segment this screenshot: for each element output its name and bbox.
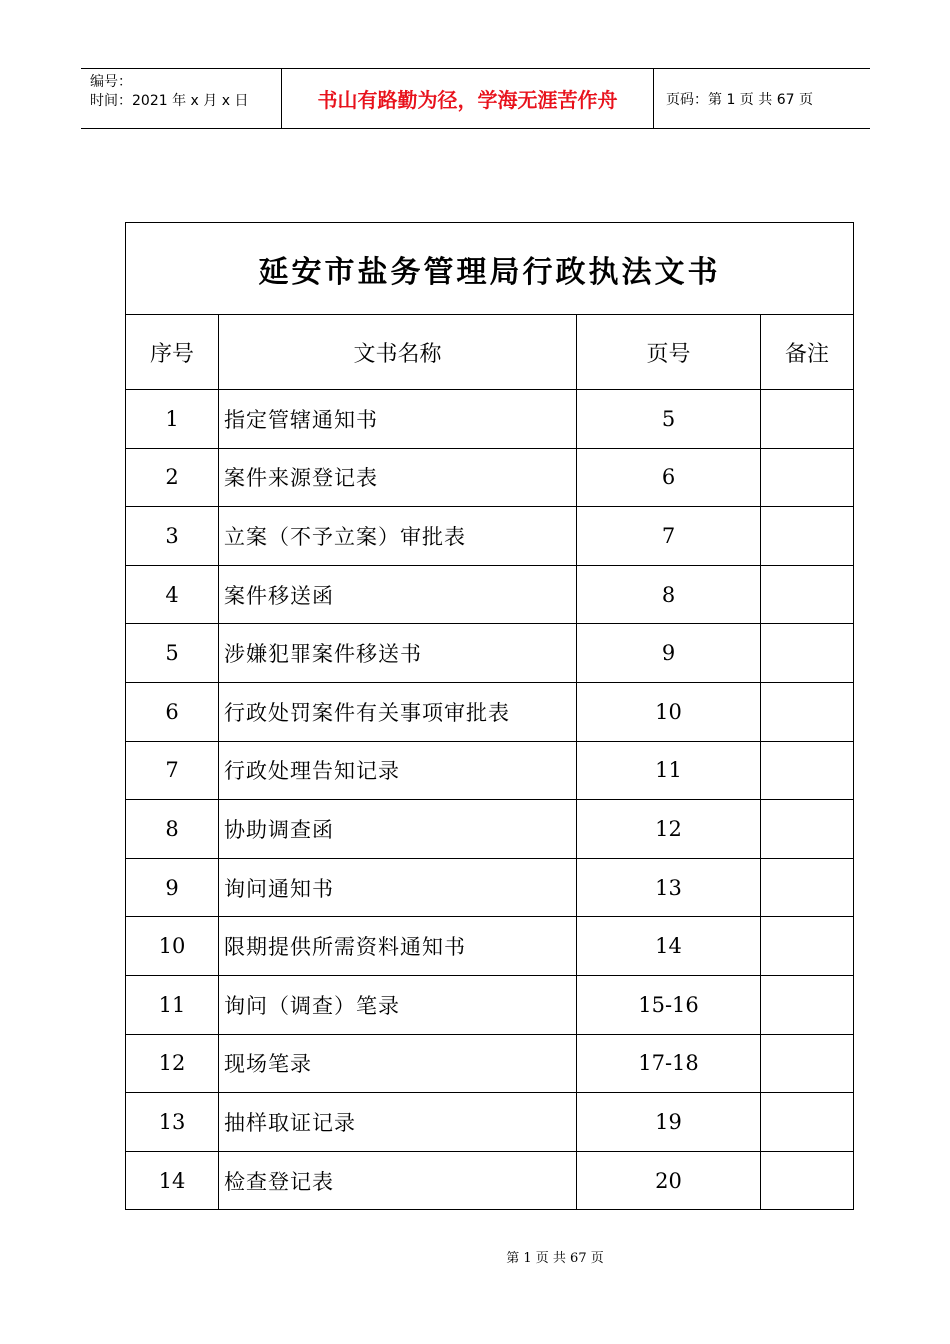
row-note [761, 448, 854, 507]
column-header-index: 序号 [126, 315, 219, 390]
row-note [761, 624, 854, 683]
row-index: 10 [126, 917, 219, 976]
row-page: 10 [577, 682, 761, 741]
row-name: 协助调查函 [219, 800, 577, 859]
row-page: 14 [577, 917, 761, 976]
row-index: 3 [126, 507, 219, 566]
row-index: 7 [126, 741, 219, 800]
row-index: 9 [126, 858, 219, 917]
table-row [126, 1093, 854, 1152]
row-name: 行政处罚案件有关事项审批表 [219, 682, 577, 741]
table-row [126, 741, 854, 800]
table-row [126, 390, 854, 449]
table-title-row [126, 223, 854, 315]
row-note [761, 1093, 854, 1152]
row-note [761, 917, 854, 976]
row-page: 12 [577, 800, 761, 859]
row-note [761, 800, 854, 859]
row-note [761, 858, 854, 917]
header-page-info: 页码：第 1 页 共 67 页 [666, 91, 813, 108]
row-name: 检查登记表 [219, 1151, 577, 1210]
table-body [126, 390, 854, 1210]
row-page: 19 [577, 1093, 761, 1152]
table-row [126, 1034, 854, 1093]
row-name: 涉嫌犯罪案件移送书 [219, 624, 577, 683]
row-note [761, 1034, 854, 1093]
row-index: 5 [126, 624, 219, 683]
row-name: 抽样取证记录 [219, 1093, 577, 1152]
row-index: 12 [126, 1034, 219, 1093]
page-header [81, 68, 870, 129]
table-row [126, 565, 854, 624]
document-index-table [125, 222, 854, 1210]
table-row [126, 975, 854, 1034]
table-row [126, 917, 854, 976]
table-header-row [126, 315, 854, 390]
row-name: 行政处理告知记录 [219, 741, 577, 800]
row-page: 7 [577, 507, 761, 566]
column-header-name: 文书名称 [219, 315, 577, 390]
column-header-note: 备注 [761, 315, 854, 390]
row-page: 9 [577, 624, 761, 683]
table-row [126, 858, 854, 917]
row-note [761, 390, 854, 449]
row-page: 20 [577, 1151, 761, 1210]
row-name: 询问（调查）笔录 [219, 975, 577, 1034]
page-footer: 第 1 页 共 67 页 [506, 1251, 604, 1266]
column-header-page: 页号 [577, 315, 761, 390]
row-index: 14 [126, 1151, 219, 1210]
row-name: 案件来源登记表 [219, 448, 577, 507]
row-page: 6 [577, 448, 761, 507]
table-row [126, 448, 854, 507]
row-name: 限期提供所需资料通知书 [219, 917, 577, 976]
row-index: 13 [126, 1093, 219, 1152]
row-page: 5 [577, 390, 761, 449]
row-name: 指定管辖通知书 [219, 390, 577, 449]
number-label: 编号： [90, 74, 132, 90]
row-name: 现场笔录 [219, 1034, 577, 1093]
row-note [761, 741, 854, 800]
table-row [126, 800, 854, 859]
time-label: 时间：2021 年 x 月 x 日 [90, 93, 249, 109]
row-page: 8 [577, 565, 761, 624]
row-index: 8 [126, 800, 219, 859]
row-page: 17-18 [577, 1034, 761, 1093]
row-index: 4 [126, 565, 219, 624]
row-page: 11 [577, 741, 761, 800]
table-row [126, 624, 854, 683]
row-index: 11 [126, 975, 219, 1034]
table-row [126, 1151, 854, 1210]
row-index: 1 [126, 390, 219, 449]
row-note [761, 565, 854, 624]
row-index: 2 [126, 448, 219, 507]
table-row [126, 682, 854, 741]
row-page: 15-16 [577, 975, 761, 1034]
row-page: 13 [577, 858, 761, 917]
header-motto: 书山有路勤为径，学海无涯苦作舟 [282, 69, 654, 128]
row-note [761, 507, 854, 566]
table-row [126, 507, 854, 566]
row-note [761, 1151, 854, 1210]
row-note [761, 975, 854, 1034]
row-name: 询问通知书 [219, 858, 577, 917]
header-meta [81, 69, 282, 128]
row-index: 6 [126, 682, 219, 741]
document-title: 延安市盐务管理局行政执法文书 [126, 223, 854, 315]
row-note [761, 682, 854, 741]
row-name: 案件移送函 [219, 565, 577, 624]
row-name: 立案（不予立案）审批表 [219, 507, 577, 566]
